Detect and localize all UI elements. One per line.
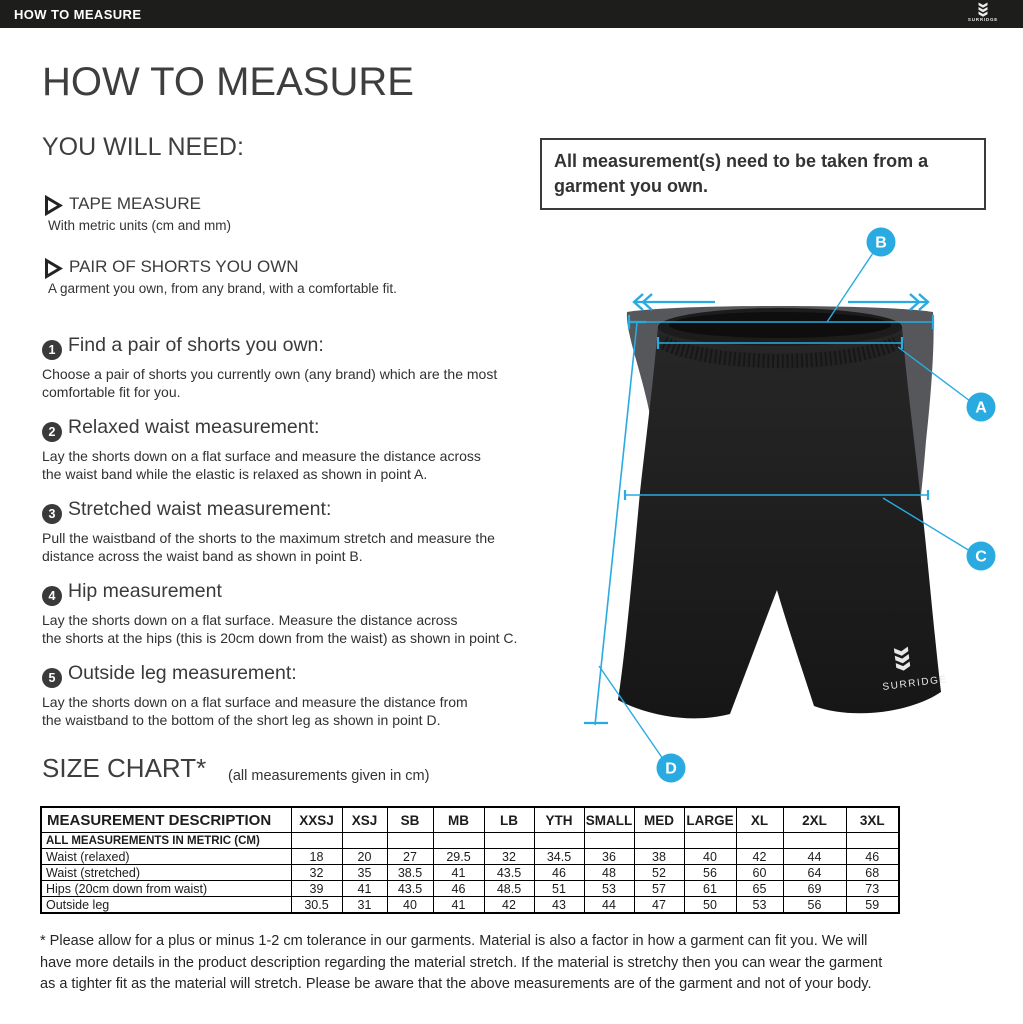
empty-cell [584, 833, 634, 849]
value-cell: 59 [846, 897, 899, 914]
step-title: Outside leg measurement: [68, 662, 297, 684]
value-cell: 43 [534, 897, 584, 914]
measurement-note-box [540, 138, 986, 210]
step-number-badge: 3 [42, 504, 62, 524]
garment-logo-word: SURRIDGE [881, 674, 949, 693]
row-label: Waist (relaxed) [41, 849, 291, 865]
value-cell: 36 [584, 849, 634, 865]
value-cell: 56 [684, 865, 736, 881]
value-cell: 44 [783, 849, 846, 865]
step-number-badge: 5 [42, 668, 62, 688]
value-cell: 51 [534, 881, 584, 897]
row-label: Waist (stretched) [41, 865, 291, 881]
value-cell: 40 [684, 849, 736, 865]
value-cell: 38 [634, 849, 684, 865]
column-header: 2XL [783, 807, 846, 833]
step-number-badge: 1 [42, 340, 62, 360]
empty-cell [534, 833, 584, 849]
value-cell: 38.5 [387, 865, 433, 881]
value-cell: 42 [736, 849, 783, 865]
step-description: Pull the waistband of the shorts to the maximum stretch and measure the distance across the waist band as shown in point B. [42, 530, 495, 564]
value-cell: 56 [783, 897, 846, 914]
value-cell: 42 [484, 897, 534, 914]
column-header: XXSJ [291, 807, 342, 833]
column-header: XSJ [342, 807, 387, 833]
column-header: SMALL [584, 807, 634, 833]
step-2 [42, 416, 522, 483]
empty-cell [342, 833, 387, 849]
value-cell: 40 [387, 897, 433, 914]
callout-a-label: A [975, 399, 987, 417]
value-cell: 48 [584, 865, 634, 881]
step-description: Lay the shorts down on a flat surface and measure the distance across the waist band while the elastic is relaxed as shown in point A. [42, 448, 481, 482]
size-chart-title: SIZE CHART* [42, 753, 207, 783]
value-cell: 46 [534, 865, 584, 881]
value-cell: 30.5 [291, 897, 342, 914]
empty-cell [846, 833, 899, 849]
size-chart-header-row [41, 807, 899, 833]
value-cell: 69 [783, 881, 846, 897]
value-cell: 32 [484, 849, 534, 865]
step-title: Hip measurement [68, 580, 222, 602]
tolerance-footnote: * Please allow for a plus or minus 1-2 cm tolerance in our garments. Material is also a factor in how a garment can fit you. We will have more details in the product description regarding the material stretch. If the material is stretchy then you can wear the garment as a tighter fit as the material will stretch. Please be aware that the above measurements are of the garment and not of your body. [40, 933, 883, 992]
value-cell: 44 [584, 897, 634, 914]
need-item-label: TAPE MEASURE [69, 194, 201, 213]
value-cell: 41 [342, 881, 387, 897]
empty-cell [433, 833, 484, 849]
empty-cell [634, 833, 684, 849]
need-item-shorts [42, 257, 397, 296]
shorts-body [618, 326, 941, 718]
value-cell: 73 [846, 881, 899, 897]
value-cell: 57 [634, 881, 684, 897]
table-row [41, 849, 899, 865]
value-cell: 48.5 [484, 881, 534, 897]
empty-cell [684, 833, 736, 849]
value-cell: 47 [634, 897, 684, 914]
step-description: Lay the shorts down on a flat surface and measure the distance from the waistband to the bottom of the short leg as shown in point D. [42, 694, 468, 728]
row-label: Outside leg [41, 897, 291, 914]
value-cell: 41 [433, 865, 484, 881]
empty-cell [484, 833, 534, 849]
step-title: Find a pair of shorts you own: [68, 334, 324, 356]
empty-cell [783, 833, 846, 849]
column-header: 3XL [846, 807, 899, 833]
column-header: LARGE [684, 807, 736, 833]
top-bar-title: HOW TO MEASURE [14, 7, 142, 22]
value-cell: 61 [684, 881, 736, 897]
need-item-tape-measure [42, 194, 231, 233]
step-description: Lay the shorts down on a flat surface. Measure the distance across the shorts at the hips (this is 20cm down from the waist) as shown in point C. [42, 612, 518, 646]
column-header: MED [634, 807, 684, 833]
value-cell: 68 [846, 865, 899, 881]
triangle-bullet-icon [44, 258, 63, 279]
surridge-s-icon [974, 2, 992, 17]
value-cell: 46 [846, 849, 899, 865]
surridge-logo [961, 2, 1005, 22]
value-cell: 35 [342, 865, 387, 881]
step-4 [42, 580, 522, 647]
column-header: LB [484, 807, 534, 833]
size-chart-table [40, 806, 900, 914]
value-cell: 41 [433, 897, 484, 914]
top-bar [0, 0, 1023, 28]
value-cell: 64 [783, 865, 846, 881]
value-cell: 43.5 [387, 881, 433, 897]
size-chart-subtitle: (all measurements given in cm) [228, 768, 430, 784]
empty-cell [291, 833, 342, 849]
table-row [41, 881, 899, 897]
column-header: SB [387, 807, 433, 833]
waistband-opening [669, 312, 891, 338]
step-number-badge: 4 [42, 586, 62, 606]
column-header: MEASUREMENT DESCRIPTION [41, 807, 291, 833]
measurement-note-text: All measurement(s) need to be taken from a garment you own. [554, 151, 929, 196]
need-item-description: With metric units (cm and mm) [48, 218, 232, 233]
page-title: HOW TO MEASURE [42, 60, 414, 104]
step-title: Stretched waist measurement: [68, 498, 332, 520]
need-item-label: PAIR OF SHORTS YOU OWN [69, 257, 299, 276]
value-cell: 39 [291, 881, 342, 897]
metric-note-row [41, 833, 899, 849]
value-cell: 53 [736, 897, 783, 914]
value-cell: 20 [342, 849, 387, 865]
step-1 [42, 334, 522, 401]
triangle-bullet-icon [44, 195, 63, 216]
metric-note-label: ALL MEASUREMENTS IN METRIC (CM) [41, 833, 291, 849]
value-cell: 53 [584, 881, 634, 897]
row-label: Hips (20cm down from waist) [41, 881, 291, 897]
table-row [41, 897, 899, 914]
value-cell: 18 [291, 849, 342, 865]
step-5 [42, 662, 522, 729]
empty-cell [387, 833, 433, 849]
value-cell: 29.5 [433, 849, 484, 865]
need-item-description: A garment you own, from any brand, with a comfortable fit. [48, 281, 397, 296]
table-row [41, 865, 899, 881]
callout-c-label: C [975, 548, 987, 566]
value-cell: 27 [387, 849, 433, 865]
value-cell: 52 [634, 865, 684, 881]
step-3 [42, 498, 522, 565]
column-header: MB [433, 807, 484, 833]
value-cell: 31 [342, 897, 387, 914]
empty-cell [736, 833, 783, 849]
callout-b-label: B [875, 234, 887, 252]
value-cell: 65 [736, 881, 783, 897]
column-header: YTH [534, 807, 584, 833]
shorts-measurement-diagram [580, 226, 1000, 792]
value-cell: 32 [291, 865, 342, 881]
value-cell: 50 [684, 897, 736, 914]
surridge-logo-word: SURRIDGE [967, 17, 999, 22]
callout-d-label: D [665, 760, 677, 778]
you-will-need-title: YOU WILL NEED: [42, 133, 244, 161]
value-cell: 43.5 [484, 865, 534, 881]
step-title: Relaxed waist measurement: [68, 416, 320, 438]
step-number-badge: 2 [42, 422, 62, 442]
column-header: XL [736, 807, 783, 833]
value-cell: 46 [433, 881, 484, 897]
value-cell: 34.5 [534, 849, 584, 865]
value-cell: 60 [736, 865, 783, 881]
step-description: Choose a pair of shorts you currently own (any brand) which are the most comfortable fit for you. [42, 366, 498, 400]
